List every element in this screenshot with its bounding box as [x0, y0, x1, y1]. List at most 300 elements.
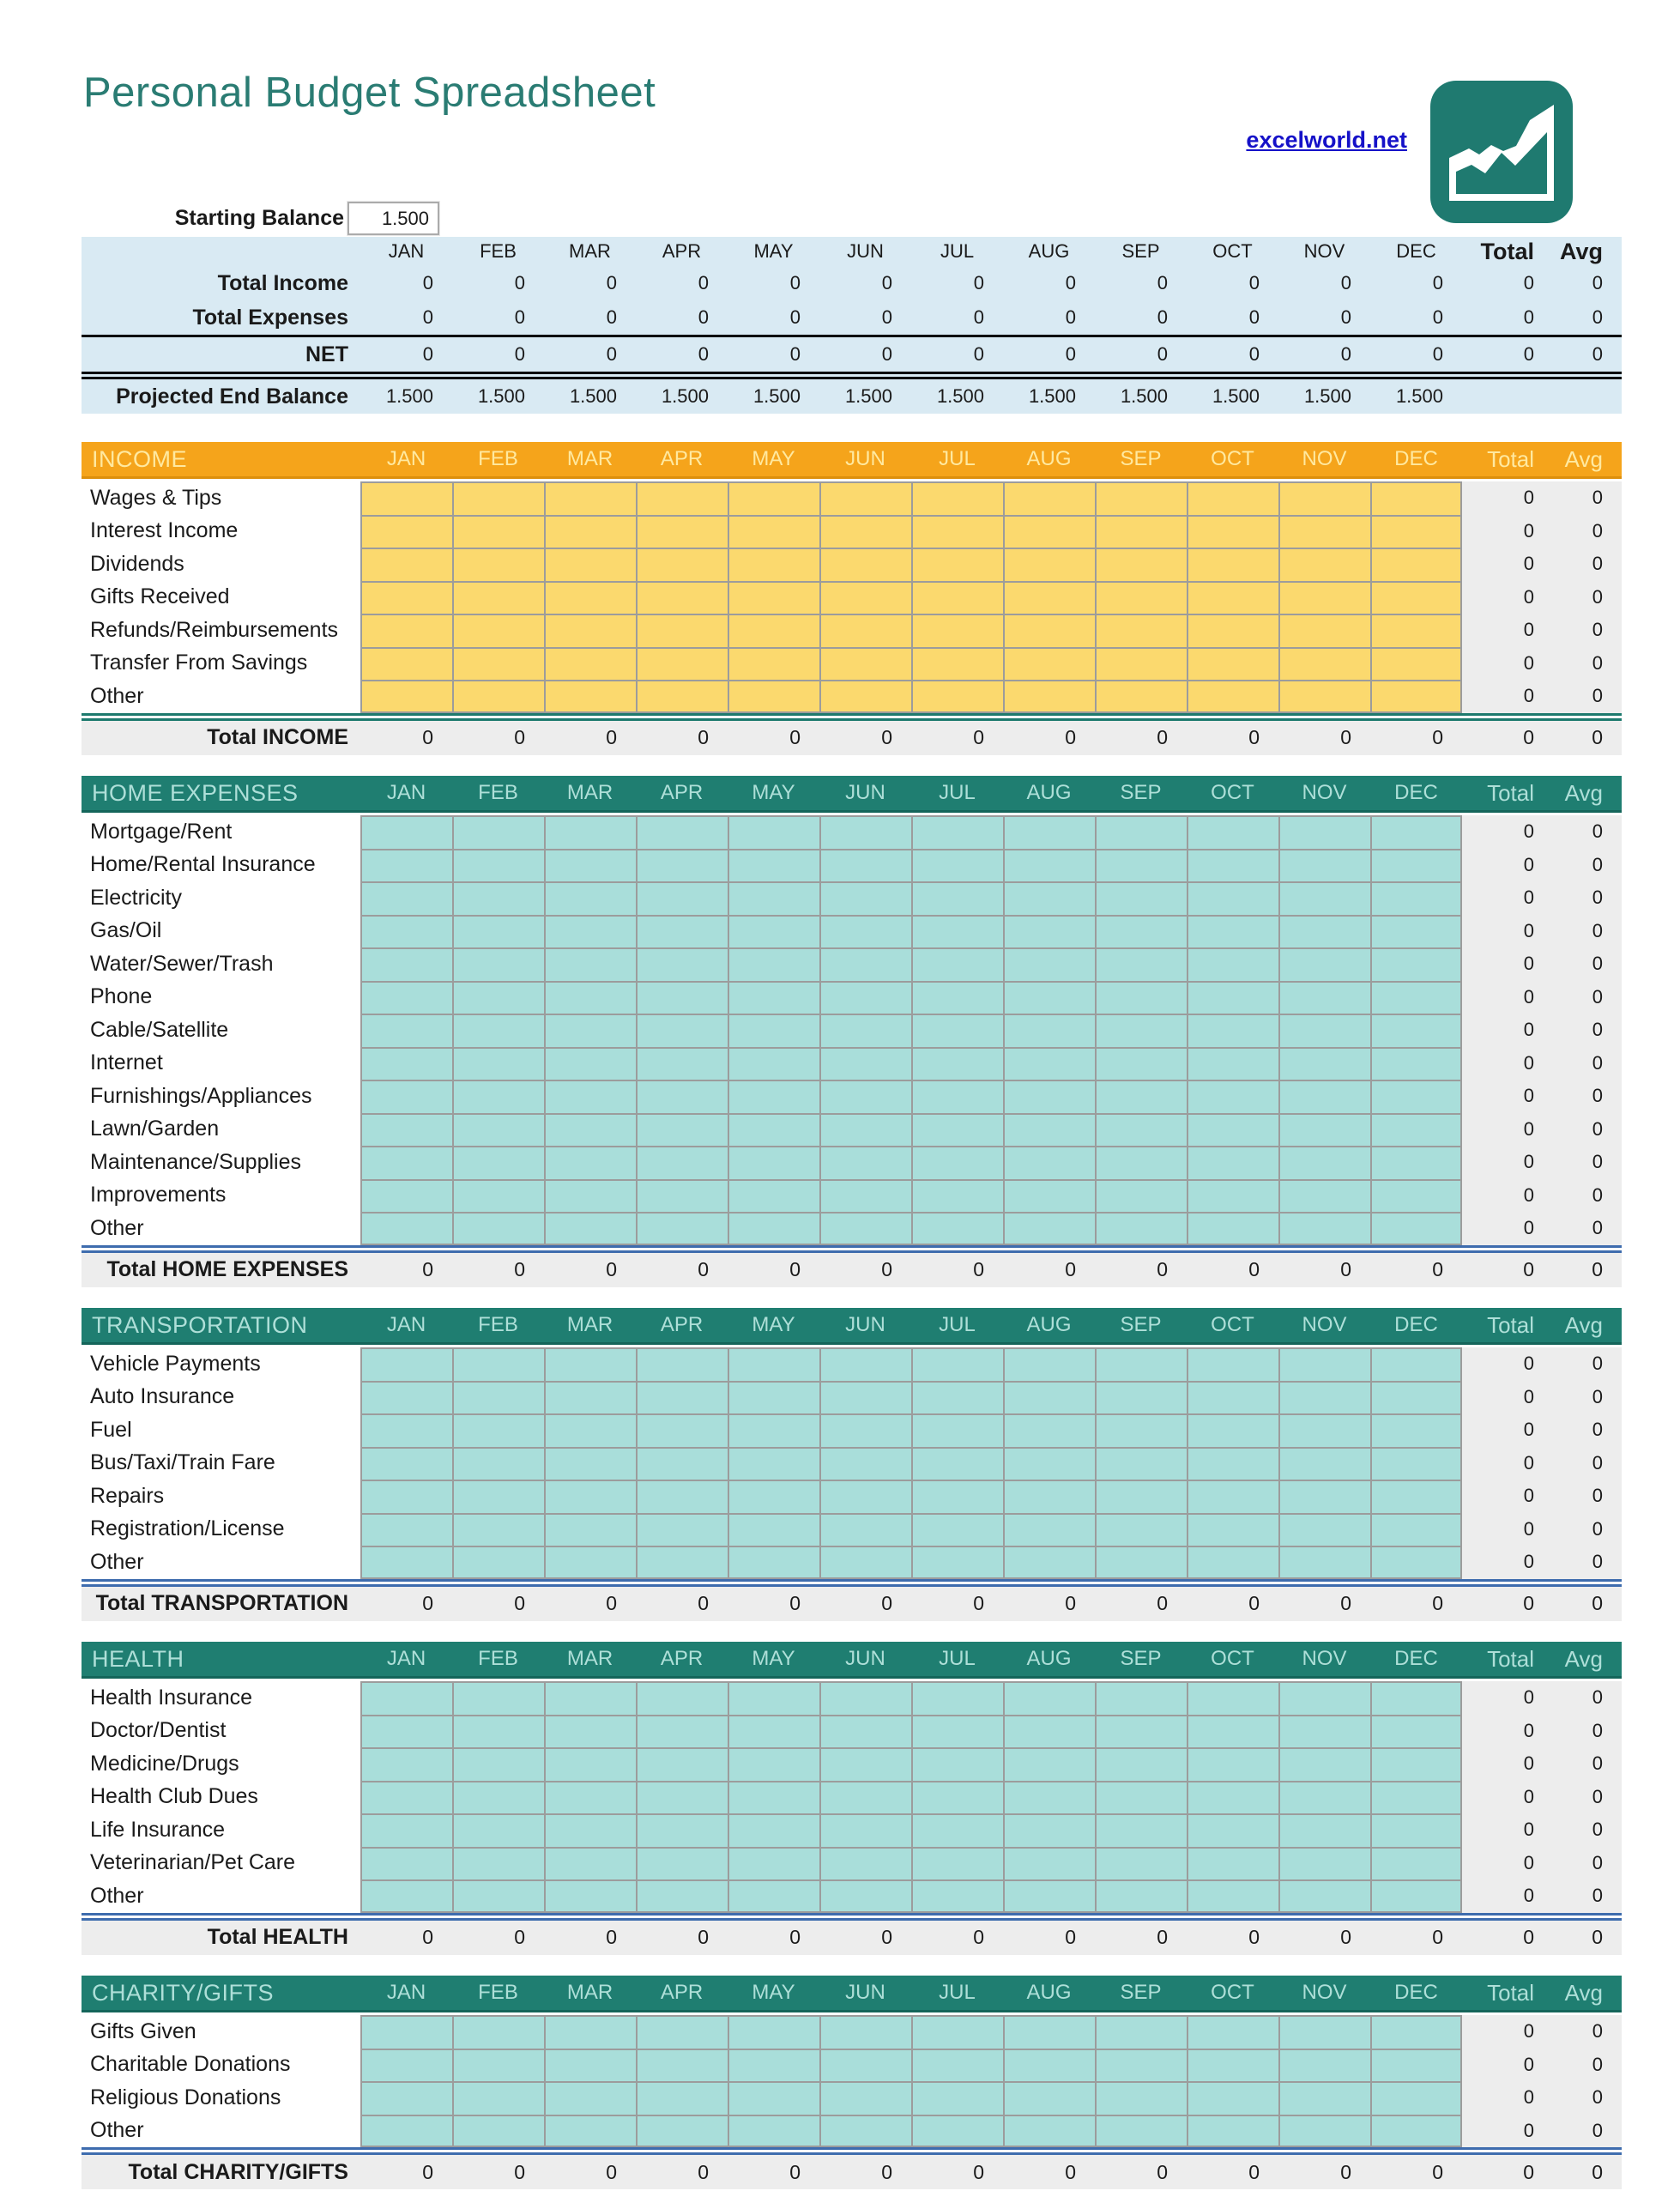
data-cell[interactable]: [728, 849, 819, 882]
data-cell[interactable]: [360, 1014, 452, 1047]
data-cell[interactable]: [1003, 1047, 1095, 1080]
data-cell[interactable]: [911, 481, 1003, 515]
data-cell[interactable]: [636, 915, 728, 948]
data-cell[interactable]: [911, 1014, 1003, 1047]
data-cell[interactable]: [360, 1113, 452, 1147]
data-cell[interactable]: [636, 1014, 728, 1047]
data-cell[interactable]: [1003, 1781, 1095, 1814]
data-cell[interactable]: [360, 981, 452, 1014]
data-cell[interactable]: [1278, 849, 1370, 882]
data-cell[interactable]: [1370, 1413, 1462, 1447]
data-cell[interactable]: [1187, 1014, 1278, 1047]
data-cell[interactable]: [1370, 2081, 1462, 2115]
data-cell[interactable]: [1370, 1113, 1462, 1147]
data-cell[interactable]: [1003, 1413, 1095, 1447]
data-cell[interactable]: [452, 1447, 544, 1480]
data-cell[interactable]: [452, 849, 544, 882]
data-cell[interactable]: [452, 1715, 544, 1748]
data-cell[interactable]: [911, 1681, 1003, 1715]
data-cell[interactable]: [911, 647, 1003, 681]
data-cell[interactable]: [1095, 647, 1187, 681]
data-cell[interactable]: [1095, 614, 1187, 647]
data-cell[interactable]: [911, 2049, 1003, 2082]
data-cell[interactable]: [911, 548, 1003, 581]
data-cell[interactable]: [1003, 481, 1095, 515]
data-cell[interactable]: [1003, 1146, 1095, 1179]
data-cell[interactable]: [544, 1546, 636, 1579]
data-cell[interactable]: [1095, 1879, 1187, 1913]
data-cell[interactable]: [636, 1513, 728, 1546]
data-cell[interactable]: [360, 2015, 452, 2049]
data-cell[interactable]: [544, 647, 636, 681]
data-cell[interactable]: [452, 1813, 544, 1847]
data-cell[interactable]: [636, 1146, 728, 1179]
data-cell[interactable]: [1095, 481, 1187, 515]
data-cell[interactable]: [360, 1447, 452, 1480]
data-cell[interactable]: [728, 1447, 819, 1480]
data-cell[interactable]: [1095, 1413, 1187, 1447]
data-cell[interactable]: [360, 1681, 452, 1715]
data-cell[interactable]: [1003, 1480, 1095, 1513]
data-cell[interactable]: [452, 1546, 544, 1579]
data-cell[interactable]: [1187, 614, 1278, 647]
data-cell[interactable]: [544, 1146, 636, 1179]
data-cell[interactable]: [636, 1813, 728, 1847]
data-cell[interactable]: [636, 981, 728, 1014]
data-cell[interactable]: [819, 2115, 911, 2148]
data-cell[interactable]: [819, 1347, 911, 1381]
data-cell[interactable]: [1187, 849, 1278, 882]
data-cell[interactable]: [544, 1080, 636, 1113]
data-cell[interactable]: [1370, 2115, 1462, 2148]
data-cell[interactable]: [1187, 981, 1278, 1014]
data-cell[interactable]: [1187, 1747, 1278, 1781]
data-cell[interactable]: [819, 1413, 911, 1447]
data-cell[interactable]: [1003, 1813, 1095, 1847]
data-cell[interactable]: [1095, 1847, 1187, 1880]
data-cell[interactable]: [728, 1480, 819, 1513]
data-cell[interactable]: [819, 1179, 911, 1213]
data-cell[interactable]: [911, 1381, 1003, 1414]
data-cell[interactable]: [360, 680, 452, 713]
data-cell[interactable]: [544, 1715, 636, 1748]
data-cell[interactable]: [636, 1480, 728, 1513]
data-cell[interactable]: [360, 815, 452, 849]
data-cell[interactable]: [728, 881, 819, 915]
data-cell[interactable]: [911, 881, 1003, 915]
data-cell[interactable]: [728, 1347, 819, 1381]
data-cell[interactable]: [1370, 849, 1462, 882]
data-cell[interactable]: [1003, 2049, 1095, 2082]
data-cell[interactable]: [636, 1747, 728, 1781]
data-cell[interactable]: [1095, 1447, 1187, 1480]
data-cell[interactable]: [1187, 2115, 1278, 2148]
data-cell[interactable]: [1003, 2015, 1095, 2049]
data-cell[interactable]: [728, 2115, 819, 2148]
data-cell[interactable]: [1095, 1179, 1187, 1213]
data-cell[interactable]: [544, 947, 636, 981]
data-cell[interactable]: [819, 581, 911, 614]
data-cell[interactable]: [1278, 1413, 1370, 1447]
data-cell[interactable]: [911, 1715, 1003, 1748]
data-cell[interactable]: [1095, 581, 1187, 614]
data-cell[interactable]: [1003, 548, 1095, 581]
data-cell[interactable]: [1003, 1847, 1095, 1880]
data-cell[interactable]: [1370, 981, 1462, 1014]
data-cell[interactable]: [636, 2049, 728, 2082]
data-cell[interactable]: [911, 1080, 1003, 1113]
data-cell[interactable]: [728, 2049, 819, 2082]
data-cell[interactable]: [1095, 981, 1187, 1014]
data-cell[interactable]: [911, 947, 1003, 981]
data-cell[interactable]: [1095, 2081, 1187, 2115]
data-cell[interactable]: [1370, 1513, 1462, 1546]
data-cell[interactable]: [1370, 1813, 1462, 1847]
data-cell[interactable]: [1278, 515, 1370, 548]
data-cell[interactable]: [360, 548, 452, 581]
data-cell[interactable]: [636, 1847, 728, 1880]
data-cell[interactable]: [728, 1413, 819, 1447]
data-cell[interactable]: [452, 1879, 544, 1913]
data-cell[interactable]: [1003, 1447, 1095, 1480]
data-cell[interactable]: [1003, 680, 1095, 713]
data-cell[interactable]: [1278, 2115, 1370, 2148]
starting-balance-input[interactable]: 1.500: [347, 202, 439, 235]
data-cell[interactable]: [728, 1681, 819, 1715]
data-cell[interactable]: [1278, 1781, 1370, 1814]
data-cell[interactable]: [1003, 1715, 1095, 1748]
data-cell[interactable]: [1187, 581, 1278, 614]
data-cell[interactable]: [1187, 1813, 1278, 1847]
data-cell[interactable]: [360, 614, 452, 647]
data-cell[interactable]: [911, 1813, 1003, 1847]
data-cell[interactable]: [1278, 614, 1370, 647]
data-cell[interactable]: [1370, 947, 1462, 981]
data-cell[interactable]: [544, 1212, 636, 1245]
data-cell[interactable]: [1278, 1715, 1370, 1748]
data-cell[interactable]: [452, 1413, 544, 1447]
data-cell[interactable]: [544, 2081, 636, 2115]
data-cell[interactable]: [819, 2081, 911, 2115]
data-cell[interactable]: [636, 1212, 728, 1245]
data-cell[interactable]: [544, 548, 636, 581]
data-cell[interactable]: [1187, 815, 1278, 849]
data-cell[interactable]: [1370, 1179, 1462, 1213]
data-cell[interactable]: [911, 614, 1003, 647]
data-cell[interactable]: [728, 1047, 819, 1080]
data-cell[interactable]: [452, 815, 544, 849]
data-cell[interactable]: [1187, 515, 1278, 548]
data-cell[interactable]: [360, 1047, 452, 1080]
data-cell[interactable]: [1187, 1080, 1278, 1113]
data-cell[interactable]: [728, 1879, 819, 1913]
data-cell[interactable]: [1278, 1681, 1370, 1715]
data-cell[interactable]: [728, 1747, 819, 1781]
data-cell[interactable]: [1278, 1447, 1370, 1480]
data-cell[interactable]: [1003, 515, 1095, 548]
data-cell[interactable]: [544, 1681, 636, 1715]
data-cell[interactable]: [636, 1879, 728, 1913]
data-cell[interactable]: [728, 981, 819, 1014]
data-cell[interactable]: [911, 2015, 1003, 2049]
data-cell[interactable]: [636, 481, 728, 515]
data-cell[interactable]: [1187, 1480, 1278, 1513]
data-cell[interactable]: [452, 2081, 544, 2115]
data-cell[interactable]: [819, 1879, 911, 1913]
data-cell[interactable]: [1278, 1381, 1370, 1414]
data-cell[interactable]: [728, 1113, 819, 1147]
data-cell[interactable]: [544, 1047, 636, 1080]
data-cell[interactable]: [1003, 2081, 1095, 2115]
data-cell[interactable]: [360, 1715, 452, 1748]
data-cell[interactable]: [1278, 2015, 1370, 2049]
data-cell[interactable]: [1278, 1047, 1370, 1080]
data-cell[interactable]: [911, 1113, 1003, 1147]
data-cell[interactable]: [911, 1212, 1003, 1245]
data-cell[interactable]: [452, 1747, 544, 1781]
data-cell[interactable]: [1095, 1146, 1187, 1179]
data-cell[interactable]: [1370, 1879, 1462, 1913]
data-cell[interactable]: [819, 1681, 911, 1715]
data-cell[interactable]: [1187, 1212, 1278, 1245]
data-cell[interactable]: [728, 1781, 819, 1814]
data-cell[interactable]: [819, 1447, 911, 1480]
data-cell[interactable]: [1278, 2049, 1370, 2082]
data-cell[interactable]: [1095, 1014, 1187, 1047]
data-cell[interactable]: [1370, 2049, 1462, 2082]
data-cell[interactable]: [360, 1747, 452, 1781]
data-cell[interactable]: [1278, 647, 1370, 681]
data-cell[interactable]: [819, 849, 911, 882]
data-cell[interactable]: [360, 849, 452, 882]
data-cell[interactable]: [1095, 2049, 1187, 2082]
data-cell[interactable]: [452, 2015, 544, 2049]
data-cell[interactable]: [819, 1212, 911, 1245]
data-cell[interactable]: [636, 1381, 728, 1414]
data-cell[interactable]: [728, 815, 819, 849]
data-cell[interactable]: [452, 481, 544, 515]
data-cell[interactable]: [360, 1813, 452, 1847]
data-cell[interactable]: [1187, 881, 1278, 915]
data-cell[interactable]: [1003, 1347, 1095, 1381]
data-cell[interactable]: [911, 1781, 1003, 1814]
data-cell[interactable]: [1278, 1212, 1370, 1245]
data-cell[interactable]: [1187, 1179, 1278, 1213]
data-cell[interactable]: [544, 2049, 636, 2082]
data-cell[interactable]: [1003, 1381, 1095, 1414]
data-cell[interactable]: [728, 1080, 819, 1113]
data-cell[interactable]: [360, 1179, 452, 1213]
data-cell[interactable]: [911, 1480, 1003, 1513]
data-cell[interactable]: [1095, 915, 1187, 948]
data-cell[interactable]: [911, 1847, 1003, 1880]
data-cell[interactable]: [1278, 481, 1370, 515]
data-cell[interactable]: [544, 1413, 636, 1447]
data-cell[interactable]: [1187, 1347, 1278, 1381]
data-cell[interactable]: [1003, 1681, 1095, 1715]
data-cell[interactable]: [1187, 2049, 1278, 2082]
data-cell[interactable]: [819, 981, 911, 1014]
data-cell[interactable]: [452, 647, 544, 681]
data-cell[interactable]: [1003, 915, 1095, 948]
data-cell[interactable]: [728, 1381, 819, 1414]
data-cell[interactable]: [636, 815, 728, 849]
data-cell[interactable]: [1370, 1080, 1462, 1113]
data-cell[interactable]: [1370, 1447, 1462, 1480]
data-cell[interactable]: [1095, 1480, 1187, 1513]
data-cell[interactable]: [452, 1212, 544, 1245]
data-cell[interactable]: [544, 815, 636, 849]
data-cell[interactable]: [544, 481, 636, 515]
data-cell[interactable]: [636, 647, 728, 681]
data-cell[interactable]: [1278, 815, 1370, 849]
data-cell[interactable]: [911, 1047, 1003, 1080]
data-cell[interactable]: [1370, 1480, 1462, 1513]
data-cell[interactable]: [1187, 1715, 1278, 1748]
data-cell[interactable]: [728, 614, 819, 647]
data-cell[interactable]: [1095, 2015, 1187, 2049]
data-cell[interactable]: [544, 2115, 636, 2148]
data-cell[interactable]: [1370, 1014, 1462, 1047]
data-cell[interactable]: [1187, 548, 1278, 581]
data-cell[interactable]: [819, 1480, 911, 1513]
data-cell[interactable]: [360, 915, 452, 948]
data-cell[interactable]: [1003, 1546, 1095, 1579]
data-cell[interactable]: [728, 1715, 819, 1748]
data-cell[interactable]: [728, 2015, 819, 2049]
data-cell[interactable]: [1278, 881, 1370, 915]
data-cell[interactable]: [636, 1347, 728, 1381]
data-cell[interactable]: [911, 1413, 1003, 1447]
data-cell[interactable]: [911, 1513, 1003, 1546]
data-cell[interactable]: [452, 581, 544, 614]
data-cell[interactable]: [1278, 680, 1370, 713]
data-cell[interactable]: [1095, 1781, 1187, 1814]
data-cell[interactable]: [360, 647, 452, 681]
data-cell[interactable]: [911, 849, 1003, 882]
data-cell[interactable]: [819, 2015, 911, 2049]
data-cell[interactable]: [636, 881, 728, 915]
data-cell[interactable]: [1187, 1447, 1278, 1480]
data-cell[interactable]: [728, 1813, 819, 1847]
data-cell[interactable]: [1278, 2081, 1370, 2115]
data-cell[interactable]: [360, 1413, 452, 1447]
data-cell[interactable]: [636, 2081, 728, 2115]
data-cell[interactable]: [636, 2015, 728, 2049]
data-cell[interactable]: [819, 2049, 911, 2082]
data-cell[interactable]: [911, 1546, 1003, 1579]
data-cell[interactable]: [360, 2049, 452, 2082]
data-cell[interactable]: [1003, 849, 1095, 882]
data-cell[interactable]: [636, 1781, 728, 1814]
data-cell[interactable]: [1003, 1080, 1095, 1113]
data-cell[interactable]: [728, 1014, 819, 1047]
data-cell[interactable]: [452, 1347, 544, 1381]
data-cell[interactable]: [360, 1781, 452, 1814]
data-cell[interactable]: [1095, 1047, 1187, 1080]
data-cell[interactable]: [1370, 1047, 1462, 1080]
data-cell[interactable]: [1278, 947, 1370, 981]
data-cell[interactable]: [1370, 1381, 1462, 1414]
data-cell[interactable]: [1095, 548, 1187, 581]
data-cell[interactable]: [1370, 548, 1462, 581]
data-cell[interactable]: [819, 815, 911, 849]
data-cell[interactable]: [819, 1546, 911, 1579]
data-cell[interactable]: [1278, 1847, 1370, 1880]
data-cell[interactable]: [1278, 1113, 1370, 1147]
data-cell[interactable]: [1187, 1781, 1278, 1814]
data-cell[interactable]: [911, 1146, 1003, 1179]
data-cell[interactable]: [452, 915, 544, 948]
data-cell[interactable]: [1278, 1747, 1370, 1781]
data-cell[interactable]: [1370, 1715, 1462, 1748]
data-cell[interactable]: [452, 1047, 544, 1080]
data-cell[interactable]: [819, 1381, 911, 1414]
data-cell[interactable]: [360, 1212, 452, 1245]
data-cell[interactable]: [452, 548, 544, 581]
data-cell[interactable]: [1003, 647, 1095, 681]
data-cell[interactable]: [728, 1179, 819, 1213]
data-cell[interactable]: [452, 1179, 544, 1213]
data-cell[interactable]: [1370, 614, 1462, 647]
data-cell[interactable]: [1003, 1212, 1095, 1245]
data-cell[interactable]: [452, 1146, 544, 1179]
data-cell[interactable]: [911, 581, 1003, 614]
data-cell[interactable]: [544, 1179, 636, 1213]
data-cell[interactable]: [1003, 1179, 1095, 1213]
data-cell[interactable]: [544, 1014, 636, 1047]
data-cell[interactable]: [1095, 1212, 1187, 1245]
data-cell[interactable]: [636, 1546, 728, 1579]
data-cell[interactable]: [819, 1715, 911, 1748]
data-cell[interactable]: [819, 1113, 911, 1147]
data-cell[interactable]: [1003, 947, 1095, 981]
data-cell[interactable]: [911, 2115, 1003, 2148]
data-cell[interactable]: [1095, 515, 1187, 548]
data-cell[interactable]: [1187, 680, 1278, 713]
data-cell[interactable]: [1187, 1047, 1278, 1080]
data-cell[interactable]: [1370, 647, 1462, 681]
data-cell[interactable]: [1370, 1146, 1462, 1179]
data-cell[interactable]: [636, 2115, 728, 2148]
data-cell[interactable]: [1003, 881, 1095, 915]
data-cell[interactable]: [452, 1080, 544, 1113]
data-cell[interactable]: [452, 1381, 544, 1414]
data-cell[interactable]: [1187, 1413, 1278, 1447]
data-cell[interactable]: [1278, 1179, 1370, 1213]
data-cell[interactable]: [636, 1681, 728, 1715]
data-cell[interactable]: [360, 1080, 452, 1113]
data-cell[interactable]: [544, 1847, 636, 1880]
data-cell[interactable]: [819, 947, 911, 981]
data-cell[interactable]: [452, 2049, 544, 2082]
data-cell[interactable]: [1003, 1747, 1095, 1781]
data-cell[interactable]: [819, 1047, 911, 1080]
data-cell[interactable]: [452, 1014, 544, 1047]
data-cell[interactable]: [636, 1080, 728, 1113]
data-cell[interactable]: [728, 915, 819, 948]
data-cell[interactable]: [1370, 1347, 1462, 1381]
data-cell[interactable]: [544, 680, 636, 713]
data-cell[interactable]: [819, 1747, 911, 1781]
data-cell[interactable]: [728, 1513, 819, 1546]
data-cell[interactable]: [636, 1413, 728, 1447]
data-cell[interactable]: [1095, 849, 1187, 882]
data-cell[interactable]: [1187, 1546, 1278, 1579]
data-cell[interactable]: [544, 515, 636, 548]
data-cell[interactable]: [819, 915, 911, 948]
data-cell[interactable]: [1278, 1146, 1370, 1179]
